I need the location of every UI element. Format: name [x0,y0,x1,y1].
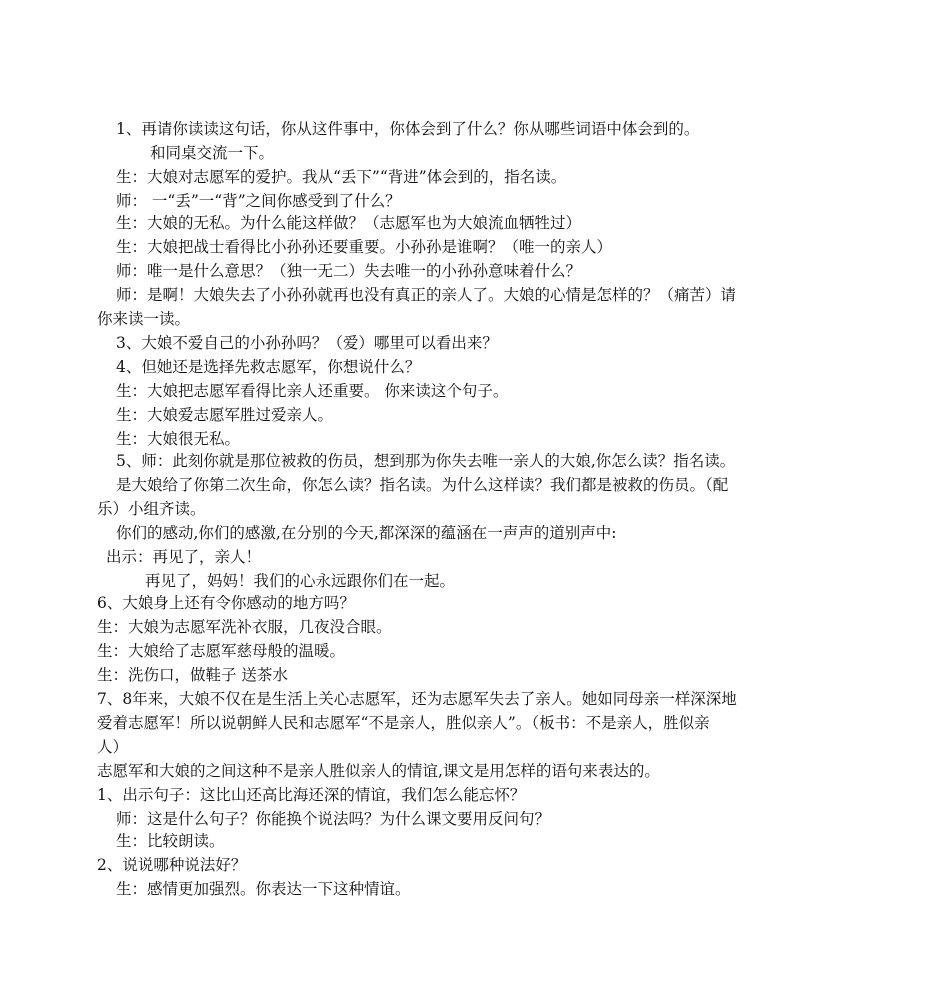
text-line: 生：洗伤口，做鞋子 送茶水 [97,666,288,684]
text-line: 师：唯一是什么意思？（独一无二）失去唯一的小孙孙意味着什么？ [116,262,582,280]
text-line: 生：大娘为志愿军洗补衣服，几夜没合眼。 [97,618,392,636]
text-line: 5、师：此刻你就是那位被救的伤员，想到那为你失去唯一亲人的大娘,你怎么读？指名读。 [116,452,736,470]
text-line: 志愿军和大娘的之间这种不是亲人胜似亲人的情谊,课文是用怎样的语句来表达的。 [97,762,660,780]
text-line: 你来读一读。 [97,310,191,328]
text-line: 是大娘给了你第二次生命，你怎么读？指名读。为什么这样读？我们都是被救的伤员。（配 [116,476,729,494]
text-line: 生：感情更加强烈。你表达一下这种情谊。 [116,880,411,898]
text-line: 再见了，妈妈！我们的心永远跟你们在一起。 [145,572,456,590]
text-line: 你们的感动,你们的感激,在分别的今天,都深深的蕴涵在一声声的道别声中: [116,524,617,542]
text-line: 师：这是什么句子？你能换个说法吗？为什么课文要用反问句？ [116,810,551,828]
text-line: 生：大娘的无私。为什么能这样做？（志愿军也为大娘流血牺牲过） [116,214,582,232]
text-line: 和同桌交流一下。 [150,144,275,162]
text-line: 生：大娘给了志愿军慈母般的温暖。 [97,642,346,660]
text-line: 3、大娘不爱自己的小孙孙吗？（爱）哪里可以看出来？ [116,334,498,352]
text-line: 1、出示句子：这比山还高比海还深的情谊，我们怎么能忘怀？ [97,786,526,804]
text-line: 生：大娘对志愿军的爱护。我从“丢下”“背进”体会到的，指名读。 [116,168,567,186]
text-line: 生：大娘把战士看得比小孙孙还要重要。小孙孙是谁啊？（唯一的亲人） [116,238,613,256]
text-line: 生：大娘把志愿军看得比亲人还重要。 你来读这个句子。 [116,382,509,400]
text-line: 6、大娘身上还有令你感动的地方吗？ [97,594,355,612]
text-line: 师：是啊！大娘失去了小孙孙就再也没有真正的亲人了。大娘的心情是怎样的？（痛苦）请 [116,286,737,304]
text-line: 2、说说哪种说法好？ [97,856,247,874]
text-line: 生：比较朗读。 [116,832,225,850]
text-line: 7、8年来，大娘不仅在是生活上关心志愿军，还为志愿军失去了亲人。她如同母亲一样深深地 [97,690,737,708]
text-line: 1、再请你读读这句话，你从这件事中，你体会到了什么？你从哪些词语中体会到的。 [116,120,700,138]
text-line: 师： 一“丢”一“背”之间你感受到了什么？ [116,192,401,210]
text-line: 4、但她还是选择先救志愿军，你想说什么？ [116,358,421,376]
text-line: 人） [97,738,129,756]
text-line: 爱着志愿军！所以说朝鲜人民和志愿军“不是亲人，胜似亲人”。（板书：不是亲人，胜似亲 [97,714,710,732]
text-line: 出示：再见了，亲人！ [106,548,262,566]
text-line: 生：大娘很无私。 [116,430,241,448]
text-line: 生：大娘爱志愿军胜过爱亲人。 [116,406,334,424]
text-line: 乐）小组齐读。 [97,500,206,518]
